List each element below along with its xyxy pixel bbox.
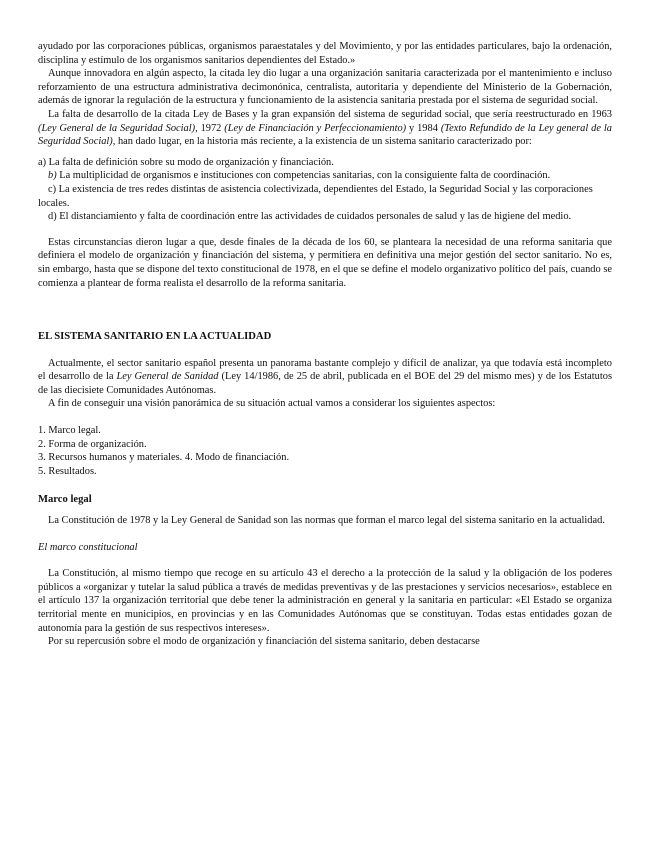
law-name-1984: (Texto Refundido de la Ley general de la Seguridad Social), (38, 122, 612, 148)
list-item (38, 156, 612, 170)
intro-paragraph-3 (38, 108, 612, 149)
list-item: 2. Forma de organización. (38, 438, 147, 450)
subsection-heading: Marco legal (38, 494, 92, 506)
marco-paragraph-2: La Constitución, al mismo tiempo que recoge en su artículo 43 el derecho a la protección de la salud y la obligación de los poderes públicos a «organizar y tutelar la salud pública a través de medidas preventivas y de las prestaciones y servicios necesarios», establece en el artículo 137 la organización territorial que debe tener la administración en general y la sanitaria en particular: «El Estado se organiza territorial mente en municipios, en provincias y en las Comunidades Autónomas que se constituyan. Todas estas entidades gozan de autonomía para la gestión de sus respectivos intereses». (38, 568, 612, 634)
marco-paragraph-1: La Constitución de 1978 y la Ley General de Sanidad son las normas que forman el marco legal del sistema sanitario en la actualidad. (48, 515, 605, 527)
section-heading: EL SISTEMA SANITARIO EN LA ACTUALIDAD (38, 331, 272, 343)
list-item: 3. Recursos humanos y materiales. 4. Modo de financiación. (38, 452, 290, 464)
list-label: a) (38, 156, 47, 168)
intro-paragraph-1: ayudado por las corporaciones públicas, organismos paraestatales y del Movimiento, y por las entidades particulares, bajo la ordenación, disciplina y estímulo de los organismos sanitarios dependientes del Estado.» (38, 41, 612, 66)
law-name-1972: (Ley de Financiación y Perfeccionamiento) (224, 122, 407, 134)
text-run: Actualmente, el sector sanitario español presenta un panorama bastante complejo y difícil de analizar, ya que todavía está incompleto el desarrollo de la (38, 357, 612, 383)
text-run: (Ley 14/1986, de 25 de abril, publicada en el BOE del 29 del mismo mes) y de los Estatutos de las diecisiete Comunidades Autónomas. (38, 371, 612, 396)
law-name: Ley General de Sanidad (116, 371, 219, 383)
list-label: c) (48, 183, 57, 195)
list-text: La falta de definición sobre su modo de organización y financiación. (46, 156, 334, 168)
intro-paragraph-2: Aunque innovadora en algún aspecto, la citada ley dio lugar a una organización sanitaria caracterizada por el mantenimiento e incluso reforzamiento de una estructura administrativa decimonónica, centralista, autoritaria y dependiente del Ministerio de la Gobernación, además de ignorar la regulación de la estructura y funcionamiento de la asistencia sanitaria prestada por el sistema de seguridad social. (38, 68, 612, 107)
intro-paragraph-4: Estas circunstancias dieron lugar a que, desde finales de la década de los 60, se planteara la necesidad de una reforma sanitaria que definiera el modelo de organización y financiación del sistema, y permitiera en definitiva una mejor gestión del sector sanitario. No es, sin embargo, hasta que se dispone del texto constitucional de 1978, en el que se define el modelo organizativo político del país, cuando se comienza a plantear de forma realista el desarrollo de la reforma sanitaria. (38, 236, 612, 289)
list-text: El distanciamiento y falta de coordinación entre las actividades de cuidados personales de salud y las de higiene del medio. (56, 211, 572, 223)
list-text: La existencia de tres redes distintas de asistencia colectivizada, dependientes del Estado, la Seguridad Social y las corporaciones locales. (38, 183, 593, 209)
list-item (38, 210, 612, 224)
text-run: 1972 (197, 122, 225, 134)
section-paragraph-2: A fin de conseguir una visión panorámica de su situación actual vamos a considerar los siguientes aspectos: (48, 398, 496, 410)
list-text: La multiplicidad de organismos e instituciones con competencias sanitarias, con la consiguiente falta de coordinación. (56, 170, 551, 182)
aspects-list (38, 424, 612, 478)
text-run: y 1984 (406, 122, 441, 134)
section-paragraph-1 (38, 357, 612, 398)
list-item (38, 169, 612, 183)
law-name-1963: (Ley General de la Seguridad Social), (38, 122, 198, 134)
list-item: 5. Resultados. (38, 465, 97, 477)
list-item (38, 183, 612, 210)
list-label: b) (48, 170, 57, 182)
list-label: d) (48, 211, 57, 223)
text-run: han dado lugar, en la historia más reciente, a la existencia de un sistema sanitario caracterizado por: (115, 136, 532, 148)
characteristics-list (38, 156, 612, 224)
list-item: 1. Marco legal. (38, 425, 101, 437)
marco-paragraph-3: Por su repercusión sobre el modo de organización y financiación del sistema sanitario, deben destacarse (48, 636, 480, 648)
text-run: La falta de desarrollo de la citada Ley de Bases y la gran expansión del sistema de seguridad social, que sería reestructurado en 1963 (48, 108, 612, 120)
document-page (38, 40, 612, 649)
subsubsection-heading: El marco constitucional (38, 541, 138, 553)
